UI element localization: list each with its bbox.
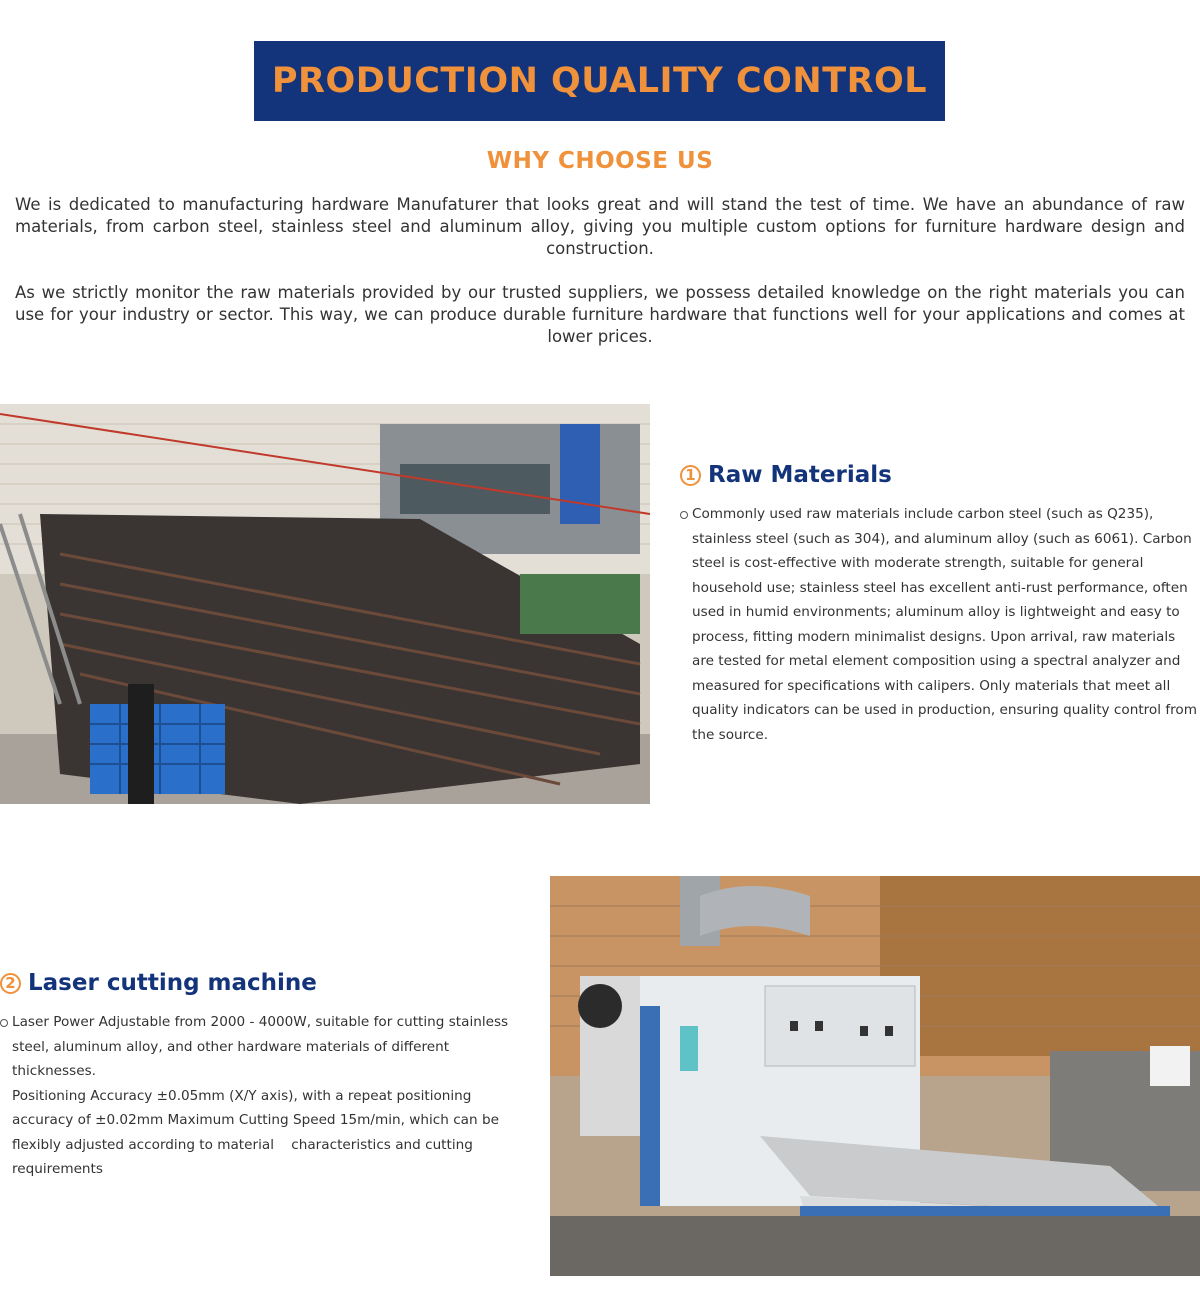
laser-cutting-line-1: Laser Power Adjustable from 2000 - 4000W, suitable for cutting stainless steel, aluminum alloy, and other hardware materials of different thicknesses. — [12, 1014, 509, 1079]
raw-materials-photo — [0, 404, 650, 804]
number-badge-1: 1 — [680, 465, 701, 486]
title-banner — [254, 41, 945, 121]
intro-paragraph-1: We is dedicated to manufacturing hardware Manufaturer that looks great and will stand the test of time. We have an abundance of raw materials, from carbon steel, stainless steel and aluminum alloy, giving you multiple custom options for furniture hardware design and construction. — [15, 195, 1185, 258]
laser-cutting-bullet — [0, 1010, 510, 1182]
laser-cutting-heading — [0, 970, 317, 996]
raw-materials-text: Commonly used raw materials include carbon steel (such as Q235), stainless steel (such as 304), and aluminum alloy (such as 6061). Carbon steel is cost-effective with moderate strength, suitable for general household use; stainless steel has excellent anti-rust performance, often used in humid environments; aluminum alloy is lightweight and easy to process, fitting modern minimalist designs. Upon arrival, raw materials are tested for metal element composition using a spectral analyzer and measured for specifications with calipers. Only materials that meet all quality indicators can be used in production, ensuring quality control from the source. — [692, 506, 1197, 743]
laser-cutting-title: Laser cutting machine — [28, 970, 317, 996]
page-title: PRODUCTION QUALITY CONTROL — [271, 61, 928, 101]
raw-materials-title: Raw Materials — [708, 462, 892, 488]
raw-materials-bullet — [680, 502, 1200, 747]
bullet-icon — [0, 1019, 8, 1027]
raw-materials-heading — [680, 462, 892, 488]
number-badge-2: 2 — [0, 973, 21, 994]
why-choose-us-heading: WHY CHOOSE US — [486, 148, 714, 174]
bullet-icon — [680, 511, 688, 519]
laser-cutting-machine-photo — [550, 876, 1200, 1276]
intro-paragraph-2: As we strictly monitor the raw materials provided by our trusted suppliers, we possess detailed knowledge on the right materials you can use for your industry or sector. This way, we can produce durable furniture hardware that functions well for your applications and comes at lower prices. — [15, 283, 1185, 346]
laser-cutting-line-2: Positioning Accuracy ±0.05mm (X/Y axis), with a repeat positioning accuracy of ±0.02mm Maximum Cutting Speed 15m/min, which can be flexibly adjusted according to material characteristics and cutting requirements — [12, 1087, 499, 1177]
